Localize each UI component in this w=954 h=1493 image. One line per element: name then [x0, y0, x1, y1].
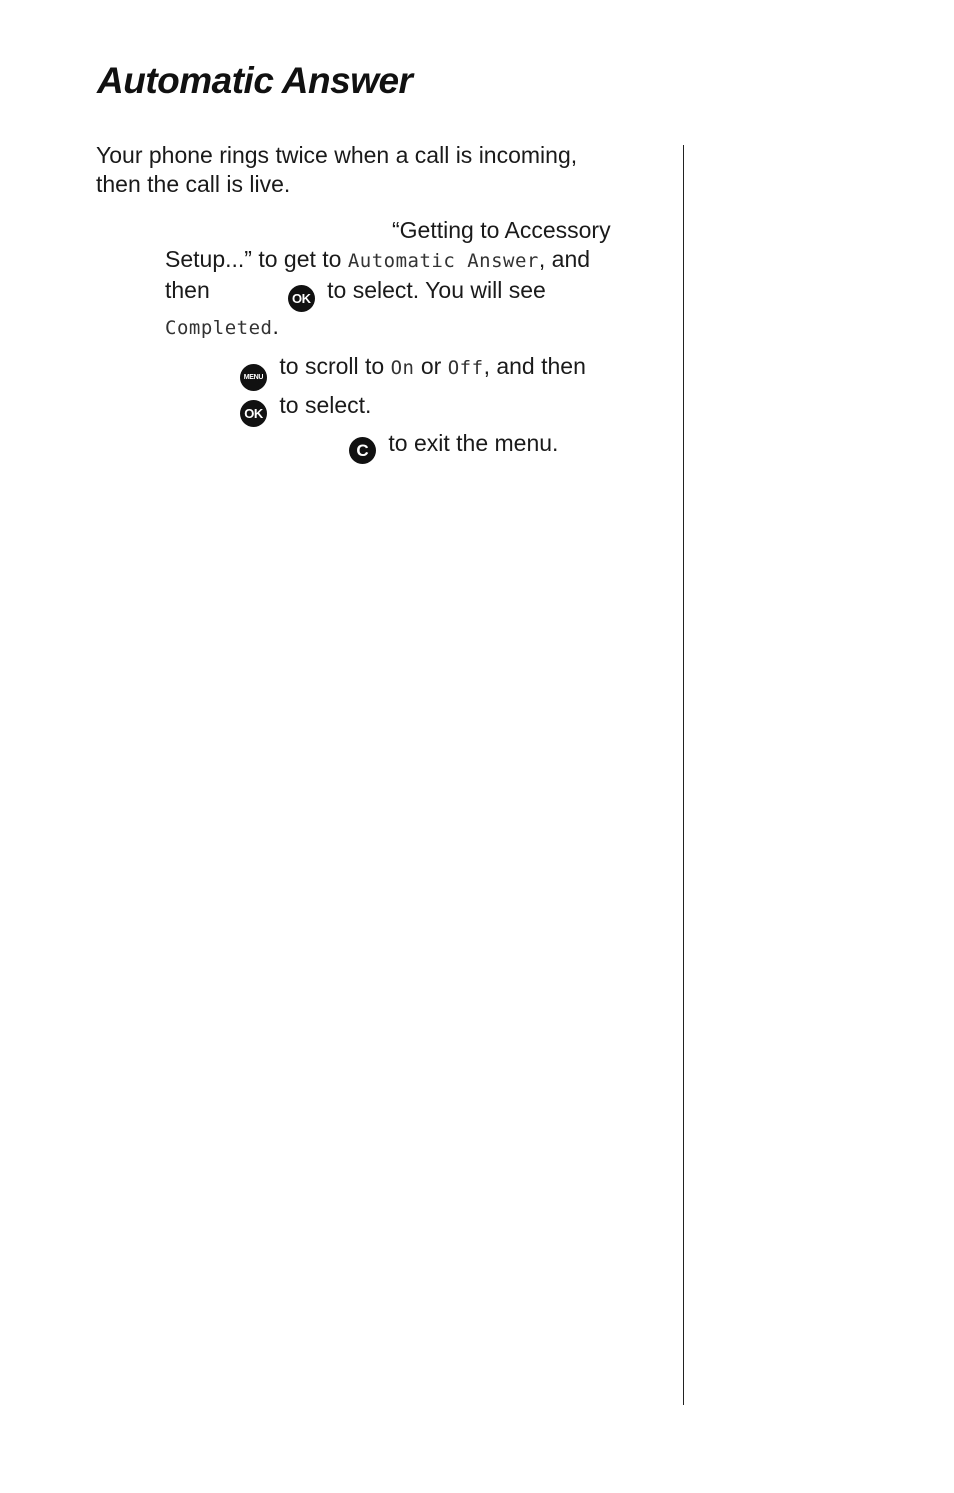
intro-line-2: then the call is live.	[96, 171, 291, 197]
step-2	[240, 352, 660, 427]
step-2-part-3: , and then	[483, 353, 586, 379]
menu-key-icon: MENU	[240, 364, 267, 391]
ok-key-icon: OK	[288, 285, 315, 312]
step-1-part-5: to select. You will see	[320, 277, 546, 303]
step-3-part-1: to exit the menu.	[382, 430, 559, 456]
step-2-part-1: to scroll to	[273, 353, 391, 379]
lcd-automatic-answer: Automatic Answer	[347, 250, 539, 272]
lcd-on: On	[390, 357, 415, 379]
intro-paragraph	[96, 141, 636, 199]
step-1-part-4: then	[165, 277, 210, 303]
margin-divider-line	[683, 145, 684, 1405]
step-2-part-2: or	[414, 353, 448, 379]
step-3	[349, 429, 649, 464]
step-1-part-3: , and	[538, 246, 591, 272]
step-2-part-4: to select.	[273, 392, 372, 418]
page-title: Automatic Answer	[97, 60, 413, 101]
step-1-part-2: Setup...” to get to	[165, 246, 348, 272]
step-1-part-6: .	[272, 313, 279, 339]
lcd-off: Off	[447, 357, 484, 379]
ok-key-icon: OK	[240, 400, 267, 427]
c-key-icon: C	[349, 437, 376, 464]
intro-line-1: Your phone rings twice when a call is incoming,	[96, 142, 578, 168]
step-1-part-1: “Getting to Accessory	[392, 217, 611, 243]
lcd-completed: Completed	[165, 317, 273, 339]
step-1	[165, 216, 645, 343]
